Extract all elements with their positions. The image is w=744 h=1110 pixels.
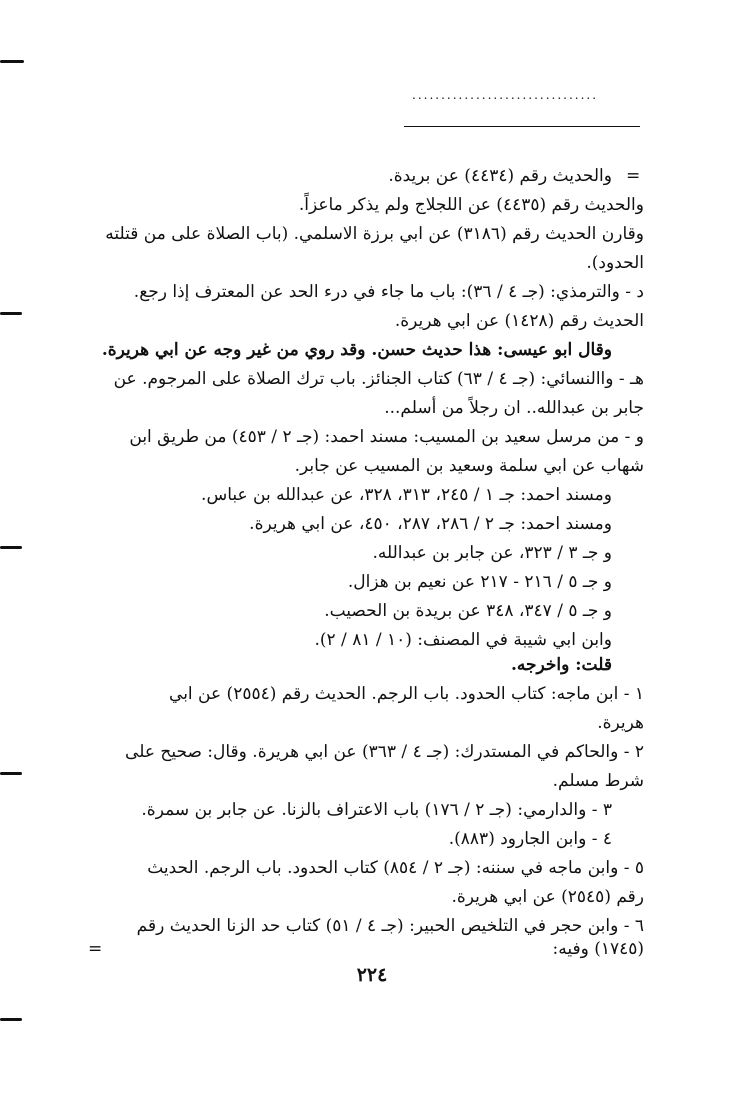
text-line: (١٧٤٥) وفيه: (552, 939, 644, 959)
text-line: و جـ ٥ / ٢١٦ - ٢١٧ عن نعيم بن هزال. (347, 572, 612, 592)
text-line: وقارن الحديث رقم (٣١٨٦) عن ابي برزة الاسلمي. (باب الصلاة على من قتلته (105, 224, 644, 244)
text-line: ومسند احمد: جـ ٢ / ٢٨٦، ٢٨٧، ٤٥٠، عن ابي هريرة. (249, 514, 612, 534)
text-line: والحديث رقم (٤٤٣٤) عن بريدة. (388, 166, 612, 186)
text-line: شهاب عن ابي سلمة وسعيد بن المسيب عن جابر. (294, 456, 644, 476)
text-line: هريرة. (597, 713, 644, 733)
edge-mark (0, 772, 22, 775)
text-line: و - من مرسل سعيد بن المسيب: مسند احمد: (جـ ٢ / ٤٥٣) من طريق ابن (129, 427, 644, 447)
text-line: رقم (٢٥٤٥) عن ابي هريرة. (451, 887, 644, 907)
text-line: شرط مسلم. (552, 771, 644, 791)
text-line: ٣ - والدارمي: (جـ ٢ / ١٧٦) باب الاعتراف بالزنا. عن جابر بن سمرة. (141, 800, 612, 820)
continuation-mark-top: = (626, 166, 641, 186)
text-line: الحدود). (586, 253, 644, 273)
edge-mark (0, 312, 22, 315)
edge-mark (0, 1018, 22, 1021)
text-line: قلت: واخرجه. (510, 655, 612, 675)
separator-dots: ................................ (412, 88, 599, 102)
text-line: و جـ ٣ / ٣٢٣، عن جابر بن عبدالله. (372, 543, 612, 563)
text-line: ٥ - وابن ماجه في سننه: (جـ ٢ / ٨٥٤) كتاب الحدود. باب الرجم. الحديث (147, 858, 644, 878)
text-line: جابر بن عبدالله.. ان رجلاً من أسلم... (384, 398, 644, 418)
text-line: و جـ ٥ / ٣٤٧، ٣٤٨ عن بريدة بن الحصيب. (324, 601, 612, 621)
edge-mark (0, 546, 22, 549)
text-line: ومسند احمد: جـ ١ / ٢٤٥، ٣١٣، ٣٢٨، عن عبدالله بن عباس. (201, 485, 612, 505)
text-line: وابن ابي شيبة في المصنف: (١٠ / ٨١ / ٢). (314, 630, 612, 650)
separator-rule (404, 126, 640, 127)
text-line: هـ - واالنسائي: (جـ ٤ / ٦٣) كتاب الجنائز. باب ترك الصلاة على المرجوم. عن (113, 369, 644, 389)
page-number: ٢٢٤ (356, 964, 388, 986)
text-line: ٤ - وابن الجارود (٨٨٣). (448, 829, 612, 849)
text-line: وقال ابو عيسى: هذا حديث حسن. وقد روي من غير وجه عن ابي هريرة. (101, 340, 612, 360)
text-line: والحديث رقم (٤٤٣٥) عن اللجلاج ولم يذكر ماعزاً. (298, 195, 644, 215)
text-line: الحديث رقم (١٤٢٨) عن ابي هريرة. (394, 311, 644, 331)
text-line: د - والترمذي: (جـ ٤ / ٣٦): باب ما جاء في درء الحد عن المعترف إذا رجع. (133, 282, 644, 302)
edge-mark (0, 60, 24, 63)
text-line: ٦ - وابن حجر في التلخيص الحبير: (جـ ٤ / ٥١) كتاب حد الزنا الحديث رقم (136, 916, 644, 936)
text-line: ١ - ابن ماجه: كتاب الحدود. باب الرجم. الحديث رقم (٢٥٥٤) عن ابي (169, 684, 644, 704)
continuation-mark-bottom: = (88, 939, 103, 959)
text-line: ٢ - والحاكم في المستدرك: (جـ ٤ / ٣٦٣) عن ابي هريرة. وقال: صحيح على (125, 742, 644, 762)
